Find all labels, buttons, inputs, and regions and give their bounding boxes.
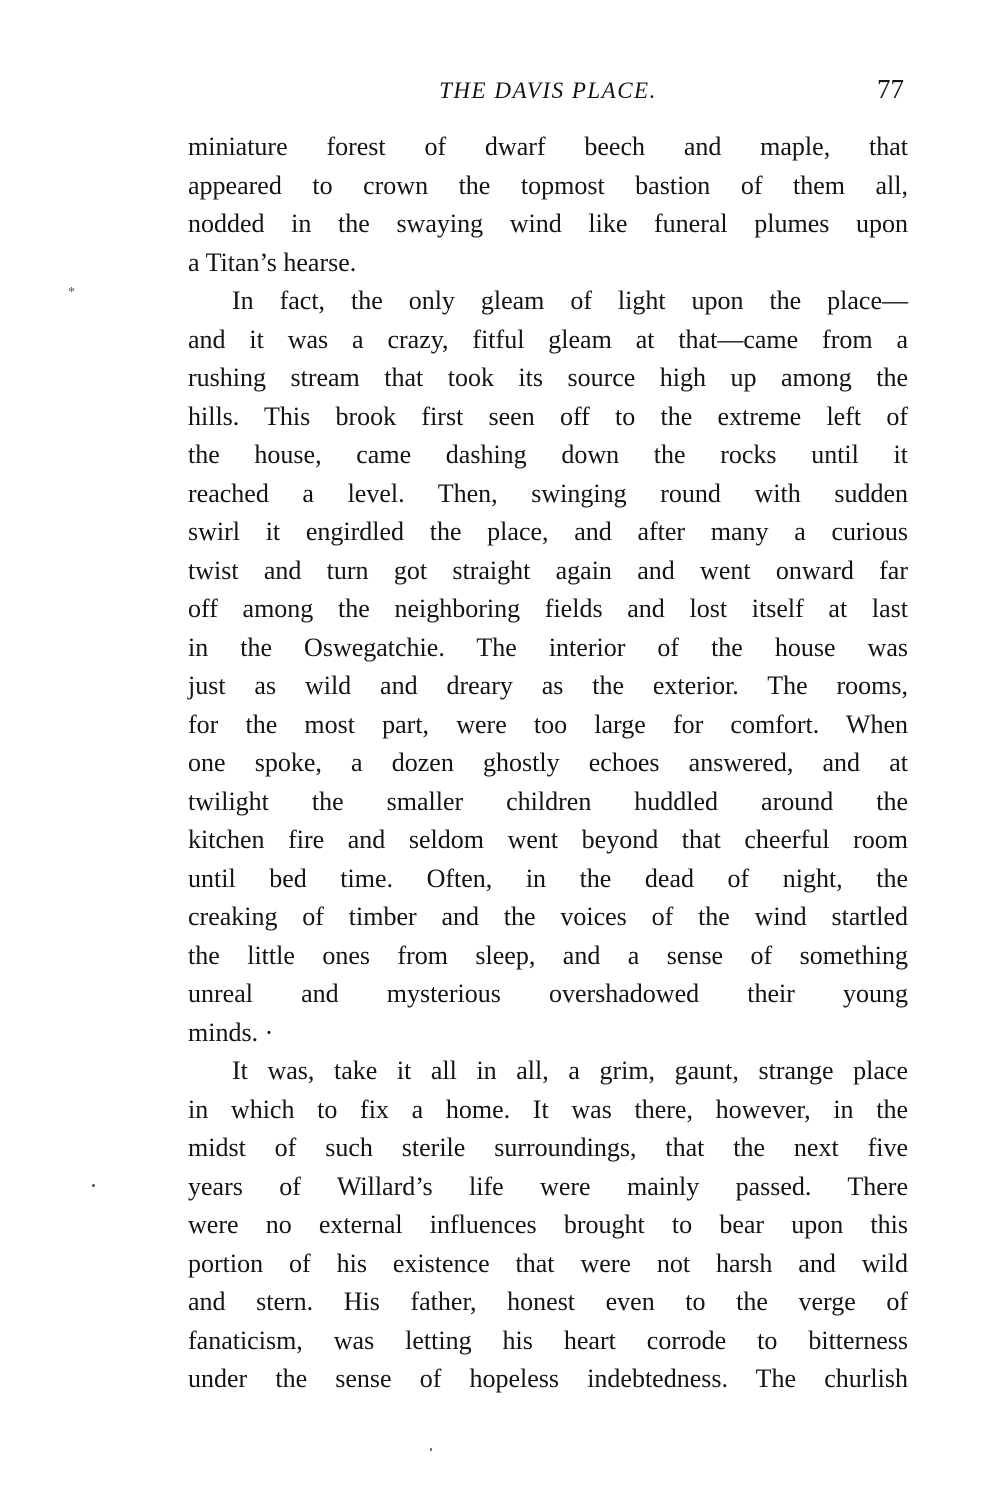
text-line: In fact, the only gleam of light upon the place—	[232, 286, 908, 315]
text-line: the house, came dashing down the rocks until it	[188, 440, 908, 469]
text-line: miniature forest of dwarf beech and maple, that	[188, 132, 908, 161]
text-line: the little ones from sleep, and a sense of something	[188, 940, 908, 970]
margin-star-mark: *	[68, 285, 75, 300]
text-line: nodded in the swaying wind like funeral plumes upon	[188, 209, 908, 238]
text-line: fanaticism, was letting his heart corrode to bitterness	[188, 1325, 908, 1355]
bottom-dot-mark	[430, 1448, 432, 1451]
text-line: kitchen fire and seldom went beyond that cheerful room	[188, 825, 908, 854]
text-line: swirl it engirdled the place, and after many a curious	[188, 517, 908, 546]
text-line: were no external influences brought to bear upon this	[188, 1210, 908, 1239]
text-line: reached a level. Then, swinging round with sudden	[188, 478, 908, 508]
text-line: minds. ·	[188, 1017, 274, 1047]
text-line: a Titan’s hearse.	[188, 247, 357, 277]
page-number: 77	[877, 74, 904, 104]
text-line: just as wild and dreary as the exterior. The rooms,	[188, 671, 908, 700]
text-line: in which to fix a home. It was there, however, in the	[188, 1094, 908, 1124]
text-line: hills. This brook first seen off to the extreme left of	[188, 401, 908, 431]
margin-dot-mark	[92, 1184, 95, 1187]
text-line: years of Willard’s life were mainly passed. There	[188, 1171, 908, 1201]
text-line: until bed time. Often, in the dead of night, the	[188, 863, 908, 893]
text-body	[188, 128, 908, 1399]
text-line: and stern. His father, honest even to the verge of	[188, 1287, 908, 1316]
text-line: twilight the smaller children huddled around the	[188, 786, 908, 816]
text-line: portion of his existence that were not harsh and wild	[188, 1248, 908, 1278]
text-line: off among the neighboring fields and lost itself at last	[188, 594, 908, 623]
running-title: THE DAVIS PLACE.	[439, 78, 657, 103]
text-line: creaking of timber and the voices of the wind startled	[188, 902, 908, 931]
text-line: under the sense of hopeless indebtedness. The churlish	[188, 1364, 908, 1393]
text-line: It was, take it all in all, a grim, gaunt, strange place	[232, 1056, 908, 1085]
text-line: for the most part, were too large for comfort. When	[188, 709, 908, 739]
text-line: and it was a crazy, fitful gleam at that—came from a	[188, 324, 908, 354]
text-line: in the Oswegatchie. The interior of the house was	[188, 632, 908, 662]
text-line: unreal and mysterious overshadowed their young	[188, 979, 908, 1008]
text-line: one spoke, a dozen ghostly echoes answered, and at	[188, 748, 908, 777]
text-line: twist and turn got straight again and went onward far	[188, 555, 908, 585]
text-line: rushing stream that took its source high up among the	[188, 363, 908, 392]
text-line: appeared to crown the topmost bastion of them all,	[188, 170, 908, 200]
running-head	[188, 72, 908, 108]
text-line: midst of such sterile surroundings, that the next five	[188, 1133, 908, 1162]
